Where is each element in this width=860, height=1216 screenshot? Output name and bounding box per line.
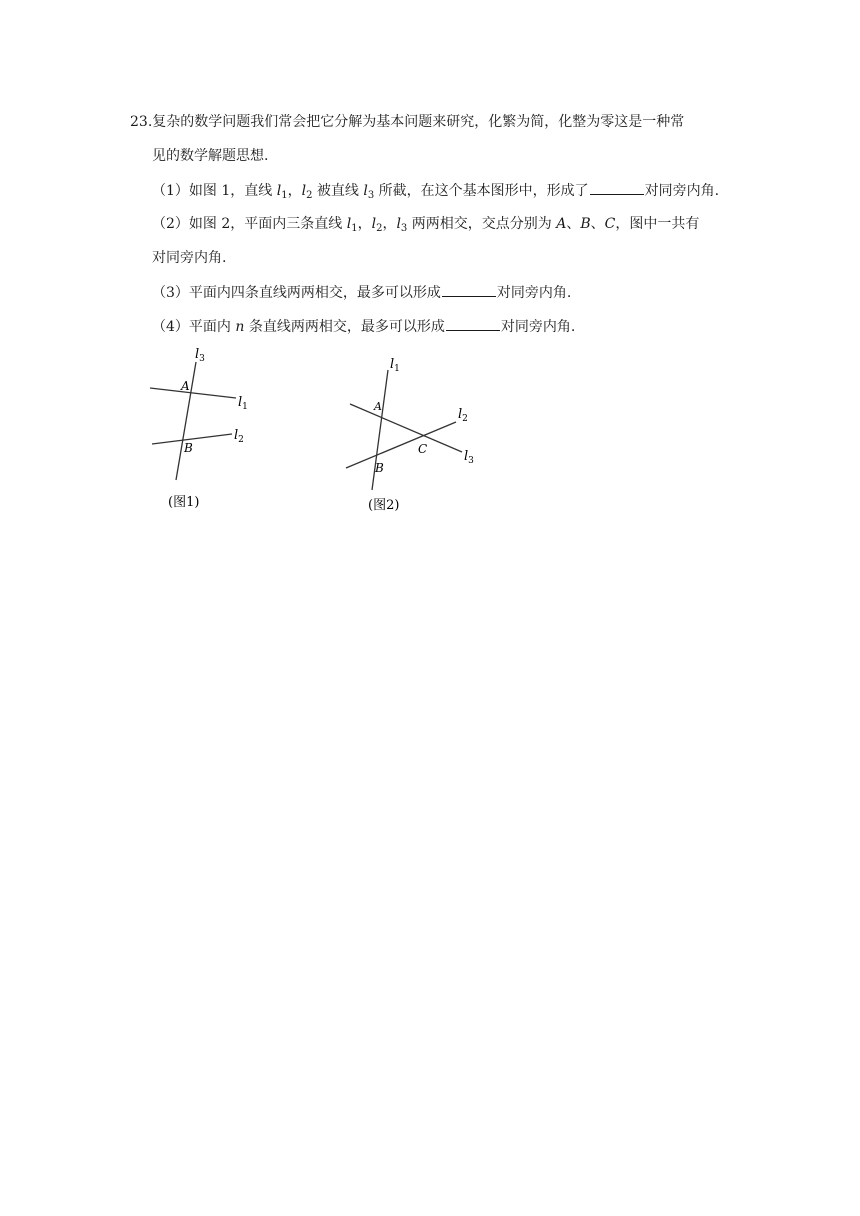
part2-text-line2: 对同旁内角. bbox=[152, 250, 227, 266]
part2-l1: l bbox=[346, 216, 352, 232]
fig2-line-l2 bbox=[346, 422, 456, 468]
part2-text-b: 两两相交，交点分别为 bbox=[407, 216, 557, 232]
fig1-label-b: B bbox=[184, 441, 193, 455]
part2-l2: l bbox=[371, 216, 377, 232]
part2-text-a: （2）如图 2，平面内三条直线 bbox=[152, 216, 347, 232]
part4-n: n bbox=[235, 319, 245, 335]
figure-1 bbox=[140, 342, 280, 514]
fig1-label-l3: $l_3$ bbox=[195, 347, 205, 364]
question-intro-line2 bbox=[152, 146, 762, 166]
part1-l2: l bbox=[301, 183, 307, 199]
part1-l3-sub: 3 bbox=[367, 190, 375, 201]
part1-l2-sub: 2 bbox=[306, 190, 313, 201]
fig1-label-a: A bbox=[181, 379, 190, 393]
part2-point-c: C bbox=[604, 216, 616, 232]
fig2-caption: (图2) bbox=[368, 498, 400, 513]
part3-text-a: （3）平面内四条直线两两相交，最多可以形成 bbox=[152, 285, 441, 301]
fig2-label-l2: $l_2$ bbox=[458, 407, 468, 424]
question-number: 23. bbox=[130, 114, 153, 130]
fig1-label-l1: $l_1$ bbox=[238, 395, 248, 412]
part2-sep2: ， bbox=[382, 216, 397, 232]
fig2-label-l1: $l_1$ bbox=[390, 357, 400, 374]
part1-l3: l bbox=[363, 183, 368, 199]
part1-l1: l bbox=[276, 183, 282, 199]
part-3 bbox=[152, 282, 762, 303]
part2-point-b: B bbox=[580, 216, 591, 232]
question-intro-line1 bbox=[130, 112, 740, 132]
figure-2 bbox=[330, 352, 490, 520]
part1-l1-sub: 1 bbox=[281, 190, 288, 201]
part2-l3-sub: 3 bbox=[400, 223, 408, 234]
part2-l1-sub: 1 bbox=[351, 223, 358, 234]
part2-sep4: 、 bbox=[590, 216, 605, 232]
part1-text-c: 所截，在这个基本图形中，形成了 bbox=[374, 183, 589, 199]
answer-blank-1[interactable] bbox=[590, 180, 644, 195]
fig2-label-b: B bbox=[375, 461, 384, 475]
part3-text-b: 对同旁内角. bbox=[496, 285, 572, 301]
part1-text-a: （1）如图 1，直线 bbox=[152, 183, 277, 199]
fig1-label-l2: $l_2$ bbox=[234, 428, 244, 445]
part4-text-c: 对同旁内角. bbox=[500, 319, 576, 335]
fig2-label-l3: $l_3$ bbox=[464, 449, 474, 466]
part2-sep3: 、 bbox=[566, 216, 581, 232]
part1-sep: ， bbox=[287, 183, 302, 199]
fig2-label-a: A bbox=[374, 400, 382, 413]
part-1 bbox=[152, 180, 762, 206]
figure-2-diagram bbox=[330, 352, 490, 520]
fig2-label-c: C bbox=[418, 442, 428, 456]
fig1-caption: (图1) bbox=[168, 495, 200, 510]
part-2 bbox=[152, 214, 762, 239]
intro-text-1: 复杂的数学问题我们常会把它分解为基本问题来研究，化繁为简，化整为零这是一种常 bbox=[152, 114, 685, 130]
answer-blank-4[interactable] bbox=[446, 316, 500, 331]
part2-text-c: ，图中一共有 bbox=[615, 216, 700, 232]
part1-text-d: 对同旁内角. bbox=[644, 183, 720, 199]
part2-l3: l bbox=[396, 216, 401, 232]
part4-text-a: （4）平面内 bbox=[152, 319, 236, 335]
part1-text-b: 被直线 bbox=[312, 183, 364, 199]
figure-1-diagram bbox=[140, 342, 280, 514]
part2-l2-sub: 2 bbox=[376, 223, 383, 234]
part2-sep1: ， bbox=[357, 216, 372, 232]
part4-text-b: 条直线两两相交，最多可以形成 bbox=[244, 319, 445, 335]
answer-blank-3[interactable] bbox=[442, 282, 496, 297]
part-2-continued bbox=[152, 248, 762, 268]
fig1-line-l1 bbox=[150, 388, 236, 398]
fig2-line-l3 bbox=[350, 404, 462, 452]
part2-point-a: A bbox=[556, 216, 567, 232]
part-4 bbox=[152, 316, 762, 337]
intro-text-2: 见的数学解题思想. bbox=[152, 148, 269, 164]
